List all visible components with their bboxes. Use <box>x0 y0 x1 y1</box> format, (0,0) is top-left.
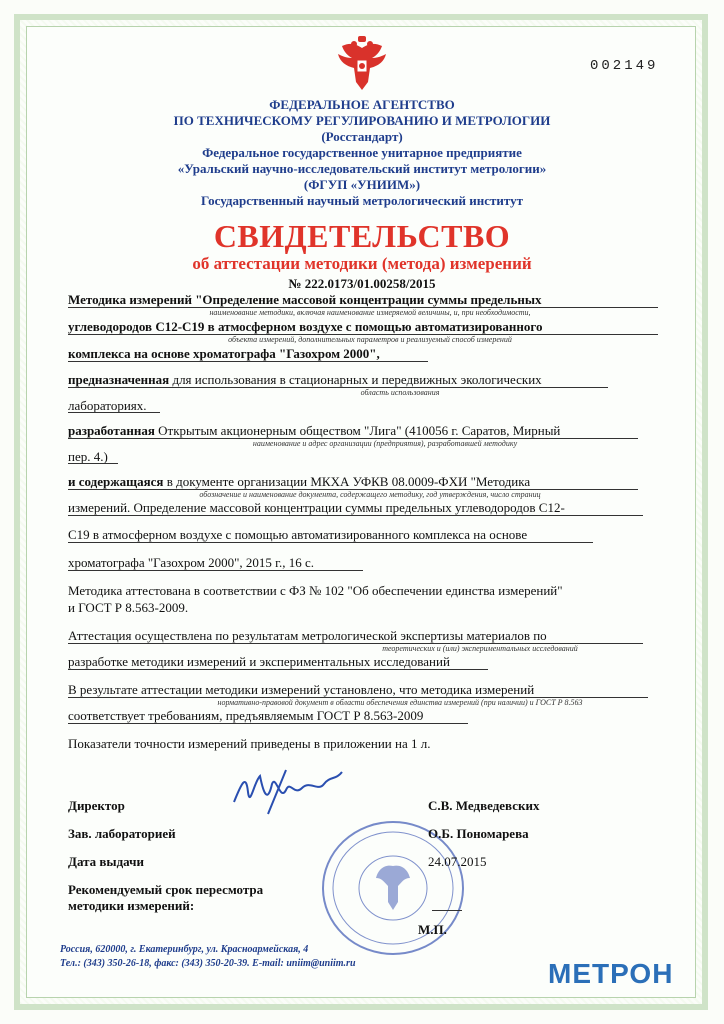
accuracy-note: Показатели точности измерений приведены в приложении на 1 л. <box>68 736 431 751</box>
document-subtitle: об аттестации методики (метода) измерений <box>192 254 532 273</box>
handwritten-signature <box>228 762 348 824</box>
lab-head-name: О.Б. Пономарева <box>428 826 529 841</box>
method-line-2: углеводородов С12-С19 в атмосферном воздухе с помощью автоматизированного <box>68 319 543 334</box>
agency-line-2: ПО ТЕХНИЧЕСКОМУ РЕГУЛИРОВАНИЮ И МЕТРОЛОГИИ <box>173 113 551 128</box>
attested-line-1: Методика аттестована в соответствии с ФЗ № 102 "Об обеспечении единства измерений" <box>68 583 563 598</box>
serial-number: 002149 <box>590 58 659 74</box>
double-headed-eagle-emblem <box>334 34 390 96</box>
stamp-place-label: М.П. <box>418 922 447 937</box>
lab-head-label: Зав. лабораторией <box>68 826 176 841</box>
attested-line-2: и ГОСТ Р 8.563-2009. <box>68 600 189 615</box>
developed-line-2: пер. 4.) <box>68 449 108 464</box>
contained-line-2: измерений. Определение массовой концентрации суммы предельных углеводородов С12- <box>68 500 565 515</box>
method-caption-1: наименование методики, включая наименование измеряемой величины, и, при необходимости, <box>209 308 531 317</box>
method-caption-2: объекта измерений, дополнительных параметров и реализуемый способ измерений <box>228 335 512 344</box>
intended-line-1: предназначенная для использования в стационарных и передвижных экологических <box>68 372 542 387</box>
basis-caption: теоретических и (или) экспериментальных исследований <box>382 644 578 653</box>
method-line-3: комплекса на основе хроматографа "Газохром 2000", <box>68 346 380 361</box>
intended-line-2: лабораториях. <box>68 398 147 413</box>
method-line-1: Методика измерений "Определение массовой концентрации суммы предельных <box>68 292 542 307</box>
metron-logo: МЕТРОН <box>548 958 674 989</box>
enterprise-line-1: Федеральное государственное унитарное предприятие <box>202 145 522 160</box>
contained-line-4: хроматографа "Газохром 2000", 2015 г., 16 с. <box>68 555 315 570</box>
agency-short: (Росстандарт) <box>321 129 403 144</box>
enterprise-short: (ФГУП «УНИИМ») <box>303 177 421 192</box>
director-label: Директор <box>68 798 125 813</box>
contained-caption: обозначение и наименование документа, содержащего методику, год утверждения, число страниц <box>199 490 541 499</box>
agency-line-1: ФЕДЕРАЛЬНОЕ АГЕНТСТВО <box>269 97 455 112</box>
footer-contacts: Тел.: (343) 350-26-18, факс: (343) 350-20-39. E-mail: uniim@uniim.ru <box>60 958 356 969</box>
basis-line-2: разработке методики измерений и экспериментальных исследований <box>68 654 450 669</box>
document-title: СВИДЕТЕЛЬСТВО <box>213 218 511 254</box>
certificate-number: № 222.0173/01.00258/2015 <box>288 276 436 291</box>
result-line-1: В результате аттестации методики измерений установлено, что методика измерений <box>68 682 535 697</box>
contained-line-1: и содержащаяся в документе организации МКХА УФКВ 08.0009-ФХИ "Методика <box>68 474 531 489</box>
basis-line-1: Аттестация осуществлена по результатам метрологической экспертизы материалов по <box>68 628 547 643</box>
issue-date: 24.07.2015 <box>428 854 487 869</box>
institute-name: Государственный научный метрологический институт <box>201 193 523 208</box>
footer-address: Россия, 620000, г. Екатеринбург, ул. Красноармейская, 4 <box>60 944 309 955</box>
developed-caption: наименование и адрес организации (предприятия), разработавшей методику <box>252 439 518 448</box>
enterprise-line-2: «Уральский научно-исследовательский институт метрологии» <box>177 161 547 176</box>
review-label-2: методики измерений: <box>68 898 195 913</box>
director-name: С.В. Медведевских <box>428 798 540 813</box>
result-line-2: соответствует требованиям, предъявляемым ГОСТ Р 8.563-2009 <box>68 708 424 723</box>
result-caption: нормативно-правовой документ в области обеспечения единства измерений (при наличии) и ГОСТ Р 8.563 <box>217 698 583 707</box>
intended-caption: область использования <box>360 388 440 397</box>
review-label-1: Рекомендуемый срок пересмотра <box>68 882 264 897</box>
contained-line-3: С19 в атмосферном воздухе с помощью автоматизированного комплекса на основе <box>68 527 528 542</box>
developed-line-1: разработанная Открытым акционерным обществом "Лига" (410056 г. Саратов, Мирный <box>68 423 561 438</box>
issue-date-label: Дата выдачи <box>68 854 144 869</box>
